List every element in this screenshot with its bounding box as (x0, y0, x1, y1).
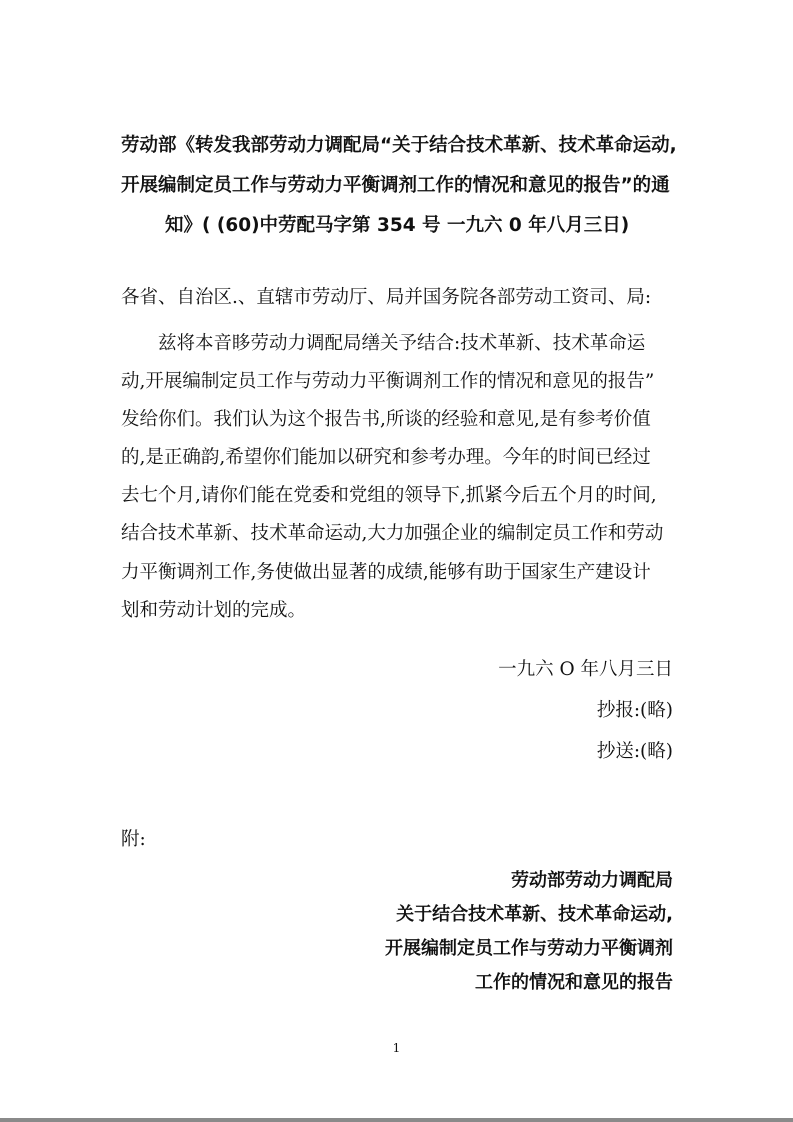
body-line-6: 结合技术革新、技术革命运动,大力加强企业的编制定员工作和劳动 (121, 523, 664, 545)
cc-send-line: 抄送:(略) (596, 741, 673, 762)
title-line-1: 劳动部《转发我部劳动力调配局“关于结合技术革新、技术革命运动, (121, 135, 677, 156)
body-line-1: 兹将本音眵劳动力调配局缮关予结合:技术革新、技术革命运 (158, 333, 646, 354)
body-line-2: 动,开展编制定员工作与劳动力平衡调剂工作的情况和意见的报告” (121, 371, 655, 393)
attachment-label: 附: (121, 829, 146, 850)
body-paragraph (121, 325, 676, 630)
attachment-title-line-1: 劳动部劳动力调配局 (511, 870, 673, 891)
attachment-title-line-4: 工作的情况和意见的报告 (475, 972, 673, 993)
title-line-2: 开展编制定员工作与劳动力平衡调剂工作的情况和意见的报告”的通 (121, 175, 670, 196)
body-line-5: 去七个月,请你们能在党委和党组的领导下,抓紧今后五个月的时间, (121, 485, 657, 507)
page-bottom-edge (0, 1118, 793, 1122)
body-line-4: 的,是正确韵,希望你们能加以研究和参考办理。今年的时间已经过 (121, 447, 651, 469)
body-line-3: 发给你们。我们认为这个报告书,所谈的经验和意见,是有参考价值 (121, 409, 651, 431)
attachment-title (385, 864, 673, 1000)
body-line-8: 划和劳动计划的完成。 (121, 599, 307, 621)
document-date: 一九六 O 年八月三日 (498, 659, 673, 680)
title-line-3: 知》( (60)中劳配马字第 354 号 一九六 0 年八月三日) (165, 215, 630, 236)
cc-report-line: 抄报:(略) (596, 700, 673, 721)
body-line-7: 力平衡调剂工作,务使做出显著的成绩,能够有助于国家生产建设计 (121, 561, 651, 583)
attachment-title-line-3: 开展编制定员工作与劳动力平衡调剂 (385, 938, 673, 959)
addressee-line: 各省、自治区.、直辖市劳动厅、局并国务院各部劳动工资司、局: (121, 287, 652, 308)
page-number: 1 (392, 1041, 401, 1055)
document-title (121, 126, 677, 246)
attachment-title-line-2: 关于结合技术革新、技术革命运动, (396, 904, 673, 925)
